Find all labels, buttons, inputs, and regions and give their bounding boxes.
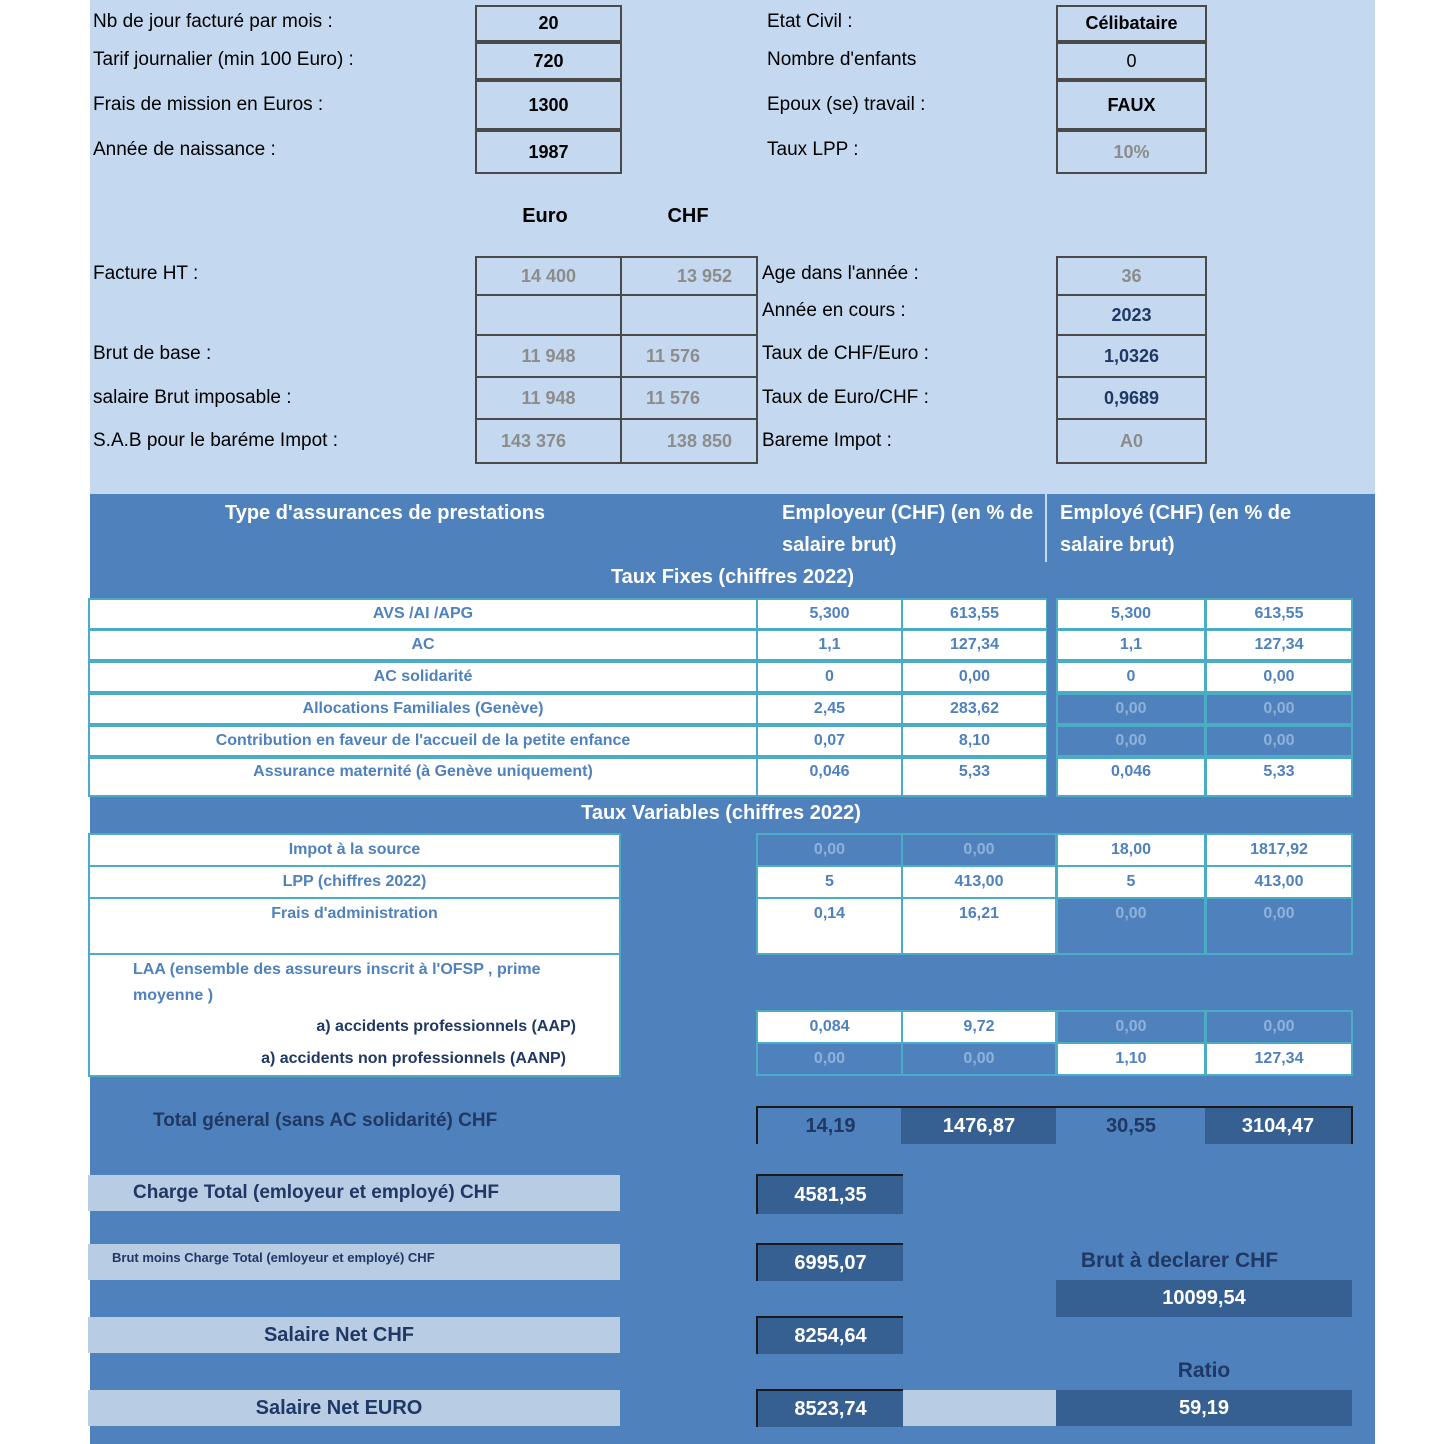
aap-employeur-rate: 0,084: [756, 1010, 903, 1044]
brut-declarer-value: 10099,54: [1056, 1280, 1352, 1317]
net-euro-spacer: [903, 1390, 1056, 1426]
laa-label: LAA (ensemble des assureurs inscrit à l'OFSP , prime moyenne ): [133, 961, 541, 1004]
lpp-label: Taux LPP :: [767, 139, 859, 160]
aanp-employe-rate: 1,10: [1056, 1042, 1206, 1076]
fixed-employe-rate: 0,046: [1056, 757, 1206, 797]
fixed-employe-amount: 0,00: [1205, 661, 1353, 693]
sab-chf: 138 850: [620, 418, 758, 464]
col-employeur-header: Employeur (CHF) (en % de salaire brut): [782, 502, 1034, 556]
col-employe-header: Employé (CHF) (en % de salaire brut): [1060, 502, 1292, 556]
impot-employe-rate: 18,00: [1056, 833, 1206, 867]
epoux-label: Epoux (se) travail :: [767, 94, 926, 115]
brut-declarer-label: Brut à declarer CHF: [1080, 1249, 1279, 1272]
fixed-employeur-amount: 8,10: [901, 725, 1048, 757]
jours-input[interactable]: 20: [475, 5, 622, 42]
lpp-employeur-rate: 5: [756, 865, 903, 899]
net-chf-value: 8254,64: [756, 1316, 903, 1354]
net-chf-label: Salaire Net CHF: [88, 1317, 620, 1353]
age-label: Age dans l'année :: [762, 263, 919, 284]
chf-euro-label: Taux de CHF/Euro :: [762, 343, 929, 364]
annee-value: 2023: [1056, 294, 1207, 336]
frais-input[interactable]: 1300: [475, 80, 622, 130]
aap-employe-rate: 0,00: [1056, 1010, 1206, 1044]
bareme-label: Bareme Impot :: [762, 430, 892, 451]
fixed-section-title: Taux Fixes (chiffres 2022): [610, 566, 855, 588]
frais-label: Frais de mission en Euros :: [93, 94, 324, 115]
imposable-chf: 11 576: [620, 376, 758, 420]
aanp-label: a) accidents non professionnels (AANP): [261, 1050, 566, 1067]
col-type-header: Type d'assurances de prestations: [224, 502, 546, 524]
chf-header: CHF: [667, 205, 709, 227]
brut-label: Brut de base :: [93, 343, 212, 364]
imposable-label: salaire Brut imposable :: [93, 387, 292, 408]
impot-employeur-rate: 0,00: [756, 833, 903, 867]
fixed-employeur-amount: 613,55: [901, 598, 1048, 630]
fixed-employe-rate: 0,00: [1056, 693, 1206, 725]
total-employeur-amount: 1476,87: [901, 1106, 1057, 1144]
admin-employeur-rate: 0,14: [756, 897, 903, 955]
brut-chf: 11 576: [620, 334, 758, 378]
admin-employeur-amount: 16,21: [901, 897, 1057, 955]
admin-row-label: Frais d'administration: [88, 897, 621, 955]
fixed-block-separator: [1047, 598, 1056, 797]
brut-moins-value: 6995,07: [756, 1243, 903, 1281]
impot-employe-amount: 1817,92: [1205, 833, 1353, 867]
aanp-employe-amount: 127,34: [1205, 1042, 1353, 1076]
fixed-row-label: AC: [88, 629, 758, 661]
fixed-employeur-amount: 0,00: [901, 661, 1048, 693]
aap-label: a) accidents professionnels (AAP): [316, 1018, 576, 1035]
euro-chf-value: 0,9689: [1056, 376, 1207, 420]
fixed-row-label: AVS /AI /APG: [88, 598, 758, 630]
fixed-employeur-rate: 1,1: [756, 629, 903, 661]
admin-employe-rate: 0,00: [1056, 897, 1206, 955]
age-value: 36: [1056, 256, 1207, 296]
total-employe-amount: 3104,47: [1205, 1106, 1353, 1144]
total-employeur-rate: 14,19: [756, 1106, 903, 1144]
bareme-value: A0: [1056, 418, 1207, 464]
etat-label: Etat Civil :: [767, 11, 853, 32]
etat-select[interactable]: Célibataire: [1056, 5, 1207, 42]
epoux-input[interactable]: FAUX: [1056, 80, 1207, 130]
fixed-employeur-amount: 127,34: [901, 629, 1048, 661]
euro-header: Euro: [522, 205, 568, 227]
sab-euro: 143 376: [475, 418, 622, 464]
ratio-value: 59,19: [1056, 1390, 1352, 1426]
imposable-euro: 11 948: [475, 376, 622, 420]
tarif-label: Tarif journalier (min 100 Euro) :: [93, 49, 354, 70]
brut-euro: 11 948: [475, 334, 622, 378]
naissance-label: Année de naissance :: [93, 139, 276, 160]
fixed-row-label: AC solidarité: [88, 661, 758, 693]
net-euro-label: Salaire Net EURO: [88, 1390, 620, 1426]
tarif-input[interactable]: 720: [475, 42, 622, 80]
euro-chf-label: Taux de Euro/CHF :: [762, 387, 929, 408]
fixed-employeur-amount: 283,62: [901, 693, 1048, 725]
aap-employe-amount: 0,00: [1205, 1010, 1353, 1044]
annee-label: Année en cours :: [762, 300, 906, 321]
ratio-label: Ratio: [1177, 1359, 1231, 1382]
chf-euro-value: 1,0326: [1056, 334, 1207, 378]
aap-employeur-amount: 9,72: [901, 1010, 1057, 1044]
fixed-row-label: Assurance maternité (à Genève uniquement): [88, 757, 758, 797]
fixed-employe-amount: 5,33: [1205, 757, 1353, 797]
lpp-employe-amount: 413,00: [1205, 865, 1353, 899]
empty-euro-cell: [475, 294, 622, 336]
fixed-employeur-rate: 2,45: [756, 693, 903, 725]
header-divider: [1045, 494, 1047, 562]
fixed-employe-amount: 0,00: [1205, 725, 1353, 757]
facture-euro: 14 400: [475, 256, 622, 296]
lpp-employeur-amount: 413,00: [901, 865, 1057, 899]
fixed-employeur-rate: 5,300: [756, 598, 903, 630]
enfants-label: Nombre d'enfants: [767, 49, 917, 70]
fixed-employe-rate: 1,1: [1056, 629, 1206, 661]
net-euro-value: 8523,74: [756, 1389, 903, 1427]
total-employe-rate: 30,55: [1056, 1106, 1206, 1144]
impot-row-label: Impot à la source: [88, 833, 621, 867]
empty-chf-cell: [620, 294, 758, 336]
brut-moins-label: Brut moins Charge Total (emloyeur et employé) CHF: [88, 1244, 620, 1280]
fixed-employeur-rate: 0: [756, 661, 903, 693]
admin-employe-amount: 0,00: [1205, 897, 1353, 955]
fixed-row-label: Allocations Familiales (Genève): [88, 693, 758, 725]
fixed-employe-amount: 613,55: [1205, 598, 1353, 630]
lpp-row-label: LPP (chiffres 2022): [88, 865, 621, 899]
charge-total-label: Charge Total (emloyeur et employé) CHF: [88, 1175, 620, 1211]
lpp-employe-rate: 5: [1056, 865, 1206, 899]
fixed-employe-rate: 0: [1056, 661, 1206, 693]
enfants-input[interactable]: 0: [1056, 42, 1207, 80]
fixed-employe-rate: 5,300: [1056, 598, 1206, 630]
charge-total-value: 4581,35: [756, 1174, 903, 1214]
total-general-label: Total géneral (sans AC solidarité) CHF: [153, 1110, 498, 1131]
fixed-employeur-amount: 5,33: [901, 757, 1048, 797]
naissance-input[interactable]: 1987: [475, 130, 622, 174]
lpp-value: 10%: [1056, 130, 1207, 174]
jours-label: Nb de jour facturé par mois :: [93, 11, 333, 32]
sab-label: S.A.B pour le baréme Impot :: [93, 430, 339, 451]
fixed-employeur-rate: 0,07: [756, 725, 903, 757]
facture-label: Facture HT :: [93, 263, 199, 284]
fixed-employe-rate: 0,00: [1056, 725, 1206, 757]
facture-chf: 13 952: [620, 256, 758, 296]
aanp-employeur-amount: 0,00: [901, 1042, 1057, 1076]
fixed-employeur-rate: 0,046: [756, 757, 903, 797]
impot-employeur-amount: 0,00: [901, 833, 1057, 867]
fixed-employe-amount: 127,34: [1205, 629, 1353, 661]
aanp-employeur-rate: 0,00: [756, 1042, 903, 1076]
fixed-employe-amount: 0,00: [1205, 693, 1353, 725]
variable-section-title: Taux Variables (chiffres 2022): [581, 802, 861, 824]
fixed-row-label: Contribution en faveur de l'accueil de la petite enfance: [88, 725, 758, 757]
